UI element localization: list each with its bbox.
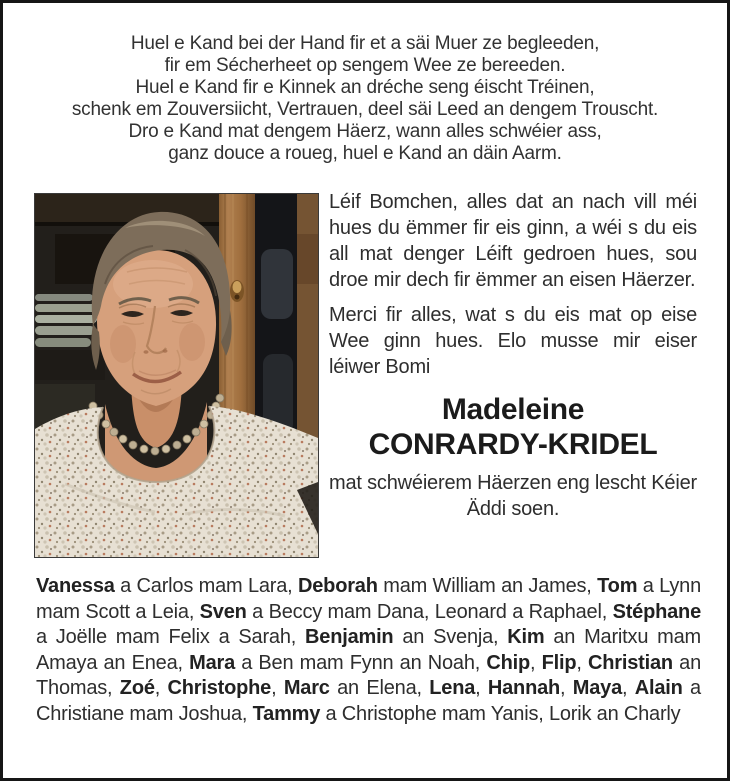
poem-line-6: ganz douce a roueg, huel e Kand an däin Aarm. — [168, 143, 562, 164]
poem-line-4: schenk em Zouversiicht, Vertrauen, deel säi Leed an dengem Trouscht. — [71, 99, 659, 120]
portrait-photo — [34, 193, 319, 558]
poem-line-2: fir em Sécherheet op sengem Wee ze bereeden. — [164, 55, 566, 76]
opening-poem — [13, 33, 717, 165]
tribute-column — [329, 189, 697, 522]
deceased-first-name: Madeleine — [441, 393, 585, 426]
deceased-name — [329, 393, 697, 463]
family-list: Vanessa a Carlos mam Lara, Deborah mam William an James, Tom a Lynn mam Scott a Leia, Sven a Beccy mam Dana, Leonard a Raphael, Stéphane a Joëlle mam Felix a Sarah, Benjamin an Svenja, Kim an Maritxu mam Amaya an Enea, Mara a Ben mam Fynn an Noah, Chip, Flip, Christian an Thomas, Zoé, Christophe, Marc an Elena, Lena, Hannah, Maya, Alain a Christiane mam Joshua, Tammy a Christophe mam Yanis, Lorik an Charly — [36, 575, 701, 725]
deceased-last-name: CONRARDY-KRIDEL — [368, 428, 658, 461]
tribute-paragraph-2: Merci fir alles, wat s du eis mat op eise Wee ginn hues. Elo musse mir eiser léiwer Bomi — [329, 304, 697, 378]
poem-line-5: Dro e Kand mat dengem Häerz, wann alles schwéier ass, — [128, 121, 602, 142]
poem-line-1: Huel e Kand bei der Hand fir et a säi Muer ze begleeden, — [130, 33, 600, 54]
farewell-text: mat schwéierem Häerzen eng lescht Kéier Äddi soen. — [329, 472, 697, 520]
tribute-paragraph-1: Léif Bomchen, alles dat an nach vill méi hues du ëmmer fir eis ginn, a wéi s du eis all mat denger Léift gedroen hues, sou droe mir dech fir ëmmer an eisen Häerzer. — [329, 191, 697, 291]
poem-line-3: Huel e Kand fir e Kinnek an dréche seng éischt Tréinen, — [135, 77, 595, 98]
